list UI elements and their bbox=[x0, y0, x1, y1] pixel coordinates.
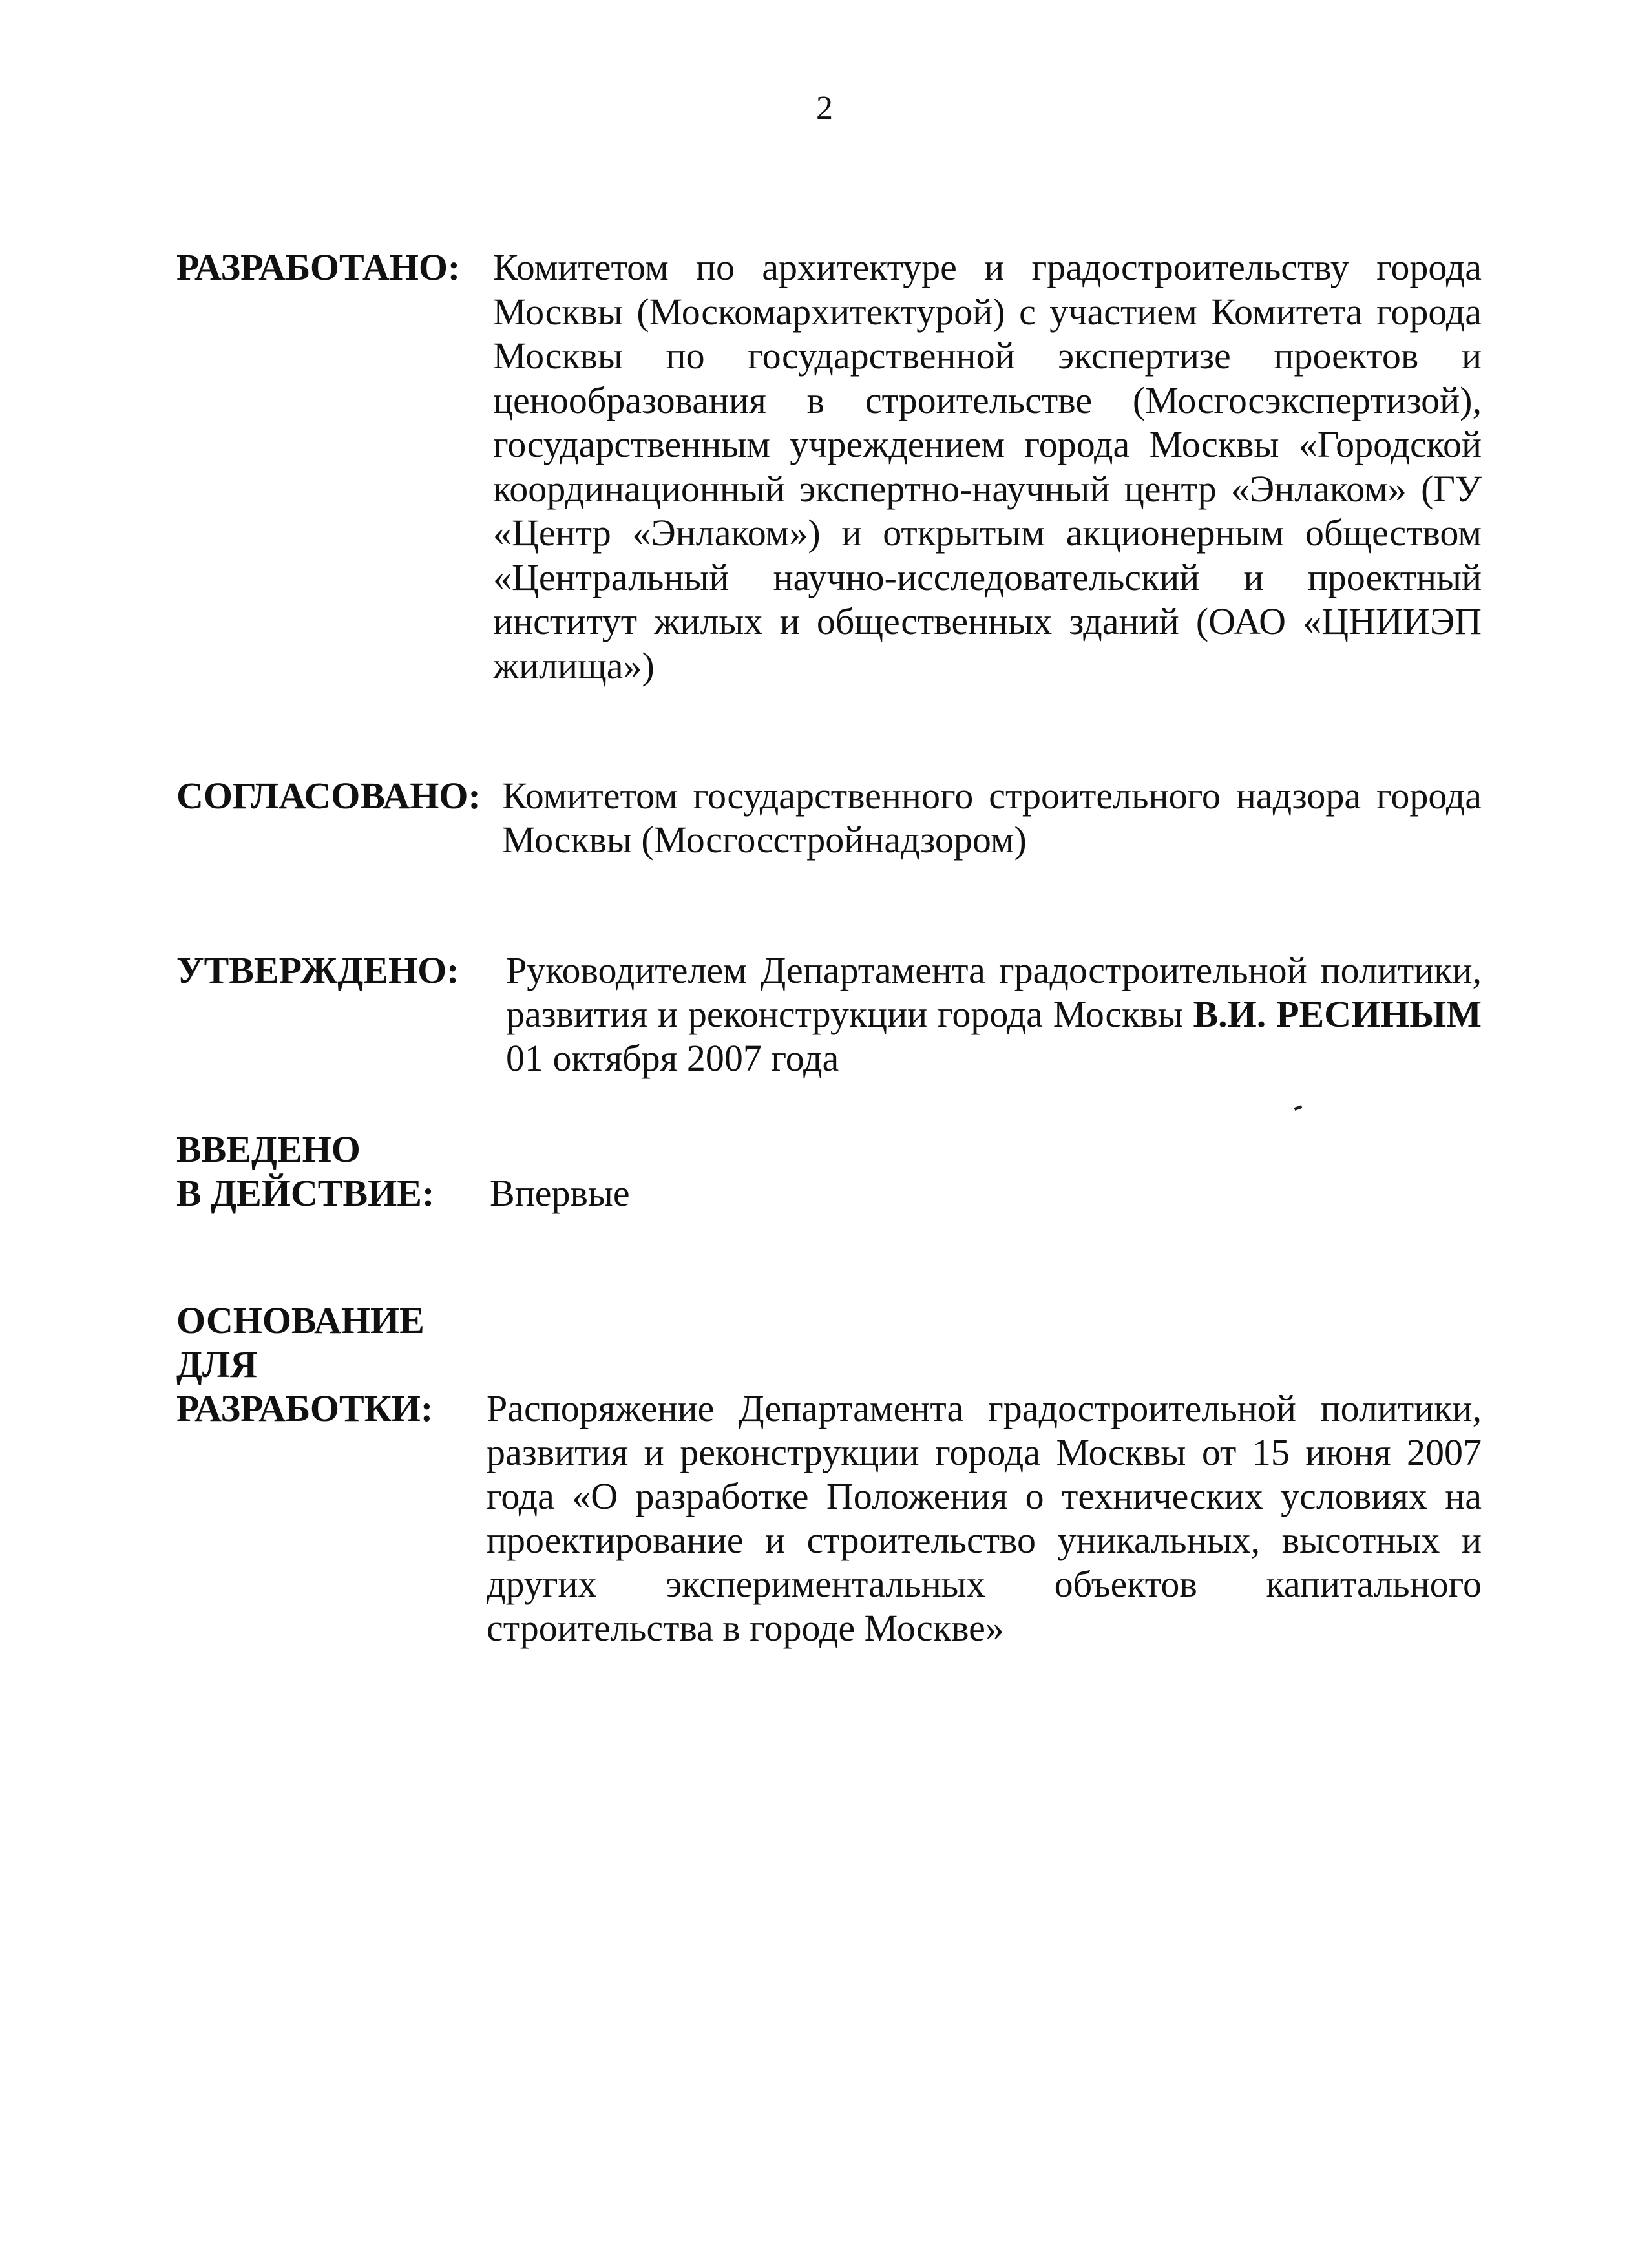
section-introduced bbox=[176, 1128, 1482, 1224]
basis-text: Распоряжение Департамента градостроительной политики, развития и реконструкции города Москвы от 15 июня 2007 года «О разработке Положения о технических условиях на проектирование и строительство уникальных, высотных и других экспериментальных объектов капитального строительства в городе Москве» bbox=[487, 1387, 1482, 1649]
basis-label-line2: ДЛЯ bbox=[176, 1343, 258, 1385]
basis-label-line3: РАЗРАБОТКИ: bbox=[176, 1387, 434, 1429]
approver-name: В.И. РЕСИНЫМ bbox=[1193, 993, 1482, 1035]
basis-label-line1: ОСНОВАНИЕ bbox=[176, 1299, 425, 1341]
approved-text-block bbox=[506, 949, 1482, 1080]
approved-text: Руководителем Департамента градостроительной политики, развития и реконструкции города Москвы bbox=[506, 949, 1482, 1035]
approved-label: УТВЕРЖДЕНО: bbox=[176, 949, 459, 991]
introduced-label-line2: В ДЕЙСТВИЕ: bbox=[176, 1172, 435, 1214]
section-basis bbox=[176, 1299, 1482, 1699]
agreed-label: СОГЛАСОВАНО: bbox=[176, 775, 481, 817]
introduced-text: Впервые bbox=[490, 1172, 630, 1214]
developed-text: Комитетом по архитектуре и градостроительству города Москвы (Москомархитектурой) с участием Комитета города Москвы по государственной экспертизе проектов и ценообразования в строительстве (Мосгосэкспертизой), государственным учреждением города Москвы «Городской координационный экспертно-научный центр «Энлаком» (ГУ «Центр «Энлаком») и открытым акционерным обществом «Центральный научно-исследовательский и проектный институт жилых и общественных зданий (ОАО «ЦНИИЭП жилища») bbox=[493, 246, 1482, 687]
introduced-label-line1: ВВЕДЕНО bbox=[176, 1128, 361, 1170]
section-agreed bbox=[176, 774, 1482, 871]
developed-label: РАЗРАБОТАНО: bbox=[176, 246, 461, 288]
page-number: 2 bbox=[816, 90, 833, 127]
section-approved bbox=[176, 949, 1482, 1091]
stray-mark bbox=[1294, 1105, 1303, 1111]
approval-date: 01 октября 2007 года bbox=[506, 1037, 839, 1079]
agreed-text: Комитетом государственного строительного надзора города Москвы (Мосгосстройнадзором) bbox=[502, 775, 1482, 861]
section-developed bbox=[176, 246, 1482, 698]
